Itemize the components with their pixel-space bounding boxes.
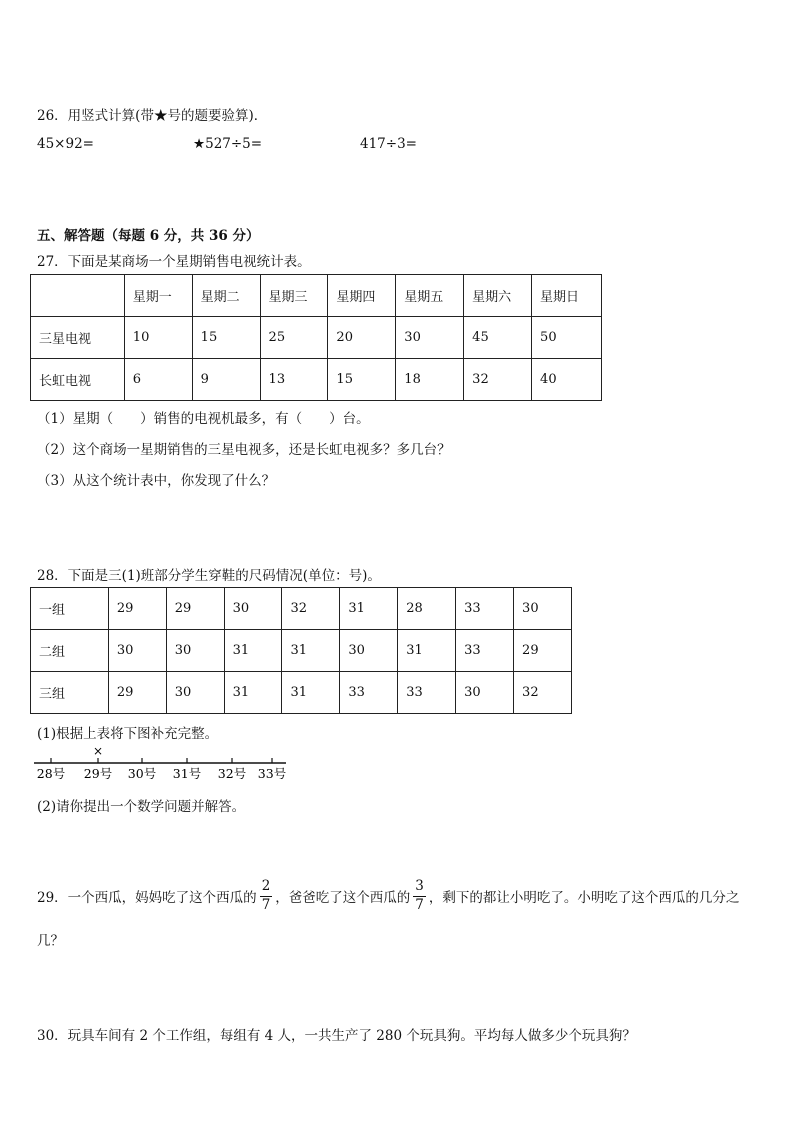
table-cell: 30 [514, 588, 572, 630]
table-cell: 30 [166, 630, 224, 672]
q29-line2: 几？ [37, 933, 64, 949]
row-label: 三星电视 [31, 317, 125, 359]
table-row [31, 588, 572, 630]
table-cell: 30 [108, 630, 166, 672]
table-row [31, 317, 602, 359]
q27-sub2: （2）这个商场一星期销售的三星电视多，还是长虹电视多？多几台？ [37, 442, 451, 458]
table-cell: 30 [166, 672, 224, 714]
q27-sub1: （1）星期（ ）销售的电视机最多，有（ ）台。 [37, 411, 370, 427]
table-cell: 28 [398, 588, 456, 630]
table-cell: 29 [514, 630, 572, 672]
axis-label: 33号 [257, 766, 287, 781]
table-cell: 32 [464, 359, 532, 401]
q26-title: 26．用竖式计算(带★号的题要验算)． [37, 108, 268, 124]
q29-part3: ，剩下的都让小明吃了。小明吃了这个西瓜的几分之 [428, 890, 740, 906]
fraction-numerator: 2 [260, 880, 273, 897]
table-cell: 33 [398, 672, 456, 714]
table-cell: 45 [464, 317, 532, 359]
fraction-two-sevenths [260, 880, 273, 912]
axis-label: 28号 [36, 766, 66, 781]
fraction-three-sevenths [413, 880, 426, 912]
table-cell: 30 [340, 630, 398, 672]
table-header-row [31, 275, 602, 317]
table-row [31, 630, 572, 672]
section-heading: 五、解答题（每题 6 分，共 36 分） [37, 228, 260, 244]
table-cell: 30 [456, 672, 514, 714]
q26-item-2: ★527÷5= [193, 136, 263, 152]
axis-label: 31号 [172, 766, 202, 781]
cross-mark: × [92, 744, 104, 758]
table-cell: 15 [328, 359, 396, 401]
q29-line1 [37, 880, 739, 912]
table-cell: 10 [124, 317, 192, 359]
table-cell: 13 [260, 359, 328, 401]
table-cell: 29 [108, 588, 166, 630]
table-row [31, 672, 572, 714]
table-cell: 30 [396, 317, 464, 359]
q29-part1: 29．一个西瓜，妈妈吃了这个西瓜的 [37, 890, 257, 906]
header-cell [31, 275, 125, 317]
fraction-numerator: 3 [413, 880, 426, 897]
table-cell: 50 [532, 317, 602, 359]
row-label: 二组 [31, 630, 109, 672]
fraction-denominator: 7 [261, 896, 271, 913]
header-cell: 星期六 [464, 275, 532, 317]
table-cell: 33 [340, 672, 398, 714]
axis-label: 30号 [127, 766, 157, 781]
table-cell: 20 [328, 317, 396, 359]
table-cell: 31 [224, 630, 282, 672]
table-cell: 31 [340, 588, 398, 630]
table-cell: 30 [224, 588, 282, 630]
header-cell: 星期三 [260, 275, 328, 317]
q26-item-3: 417÷3= [360, 136, 417, 152]
axis-label: 32号 [217, 766, 247, 781]
header-cell: 星期二 [192, 275, 260, 317]
row-label: 一组 [31, 588, 109, 630]
shoe-size-table [30, 587, 572, 714]
table-cell: 15 [192, 317, 260, 359]
q29-part2: ，爸爸吃了这个西瓜的 [275, 890, 411, 906]
row-label: 三组 [31, 672, 109, 714]
table-cell: 32 [514, 672, 572, 714]
table-cell: 31 [398, 630, 456, 672]
header-cell: 星期四 [328, 275, 396, 317]
shoe-size-number-line [34, 742, 294, 784]
table-row [31, 359, 602, 401]
header-cell: 星期五 [396, 275, 464, 317]
q28-sub1: (1)根据上表将下图补充完整。 [37, 726, 219, 742]
q30-title: 30．玩具车间有 2 个工作组，每组有 4 人，一共生产了 280 个玩具狗。平均每人做多少个玩具狗？ [37, 1028, 636, 1044]
table-cell: 18 [396, 359, 464, 401]
q26-item-1: 45×92= [37, 136, 94, 152]
q27-sub3: （3）从这个统计表中，你发现了什么？ [37, 473, 276, 489]
row-label: 长虹电视 [31, 359, 125, 401]
table-cell: 40 [532, 359, 602, 401]
table-cell: 31 [282, 630, 340, 672]
table-cell: 29 [166, 588, 224, 630]
fraction-denominator: 7 [415, 896, 424, 913]
q28-title: 28．下面是三(1)班部分学生穿鞋的尺码情况(单位：号)。 [37, 568, 381, 584]
table-cell: 9 [192, 359, 260, 401]
table-cell: 33 [456, 630, 514, 672]
q27-title: 27．下面是某商场一个星期销售电视统计表。 [37, 254, 311, 270]
axis-label: 29号 [83, 766, 113, 781]
table-cell: 29 [108, 672, 166, 714]
header-cell: 星期日 [532, 275, 602, 317]
table-cell: 31 [282, 672, 340, 714]
table-cell: 31 [224, 672, 282, 714]
header-cell: 星期一 [124, 275, 192, 317]
tv-sales-table [30, 274, 602, 401]
table-cell: 25 [260, 317, 328, 359]
q28-sub2: (2)请你提出一个数学问题并解答。 [37, 799, 246, 815]
table-cell: 33 [456, 588, 514, 630]
table-cell: 6 [124, 359, 192, 401]
table-cell: 32 [282, 588, 340, 630]
